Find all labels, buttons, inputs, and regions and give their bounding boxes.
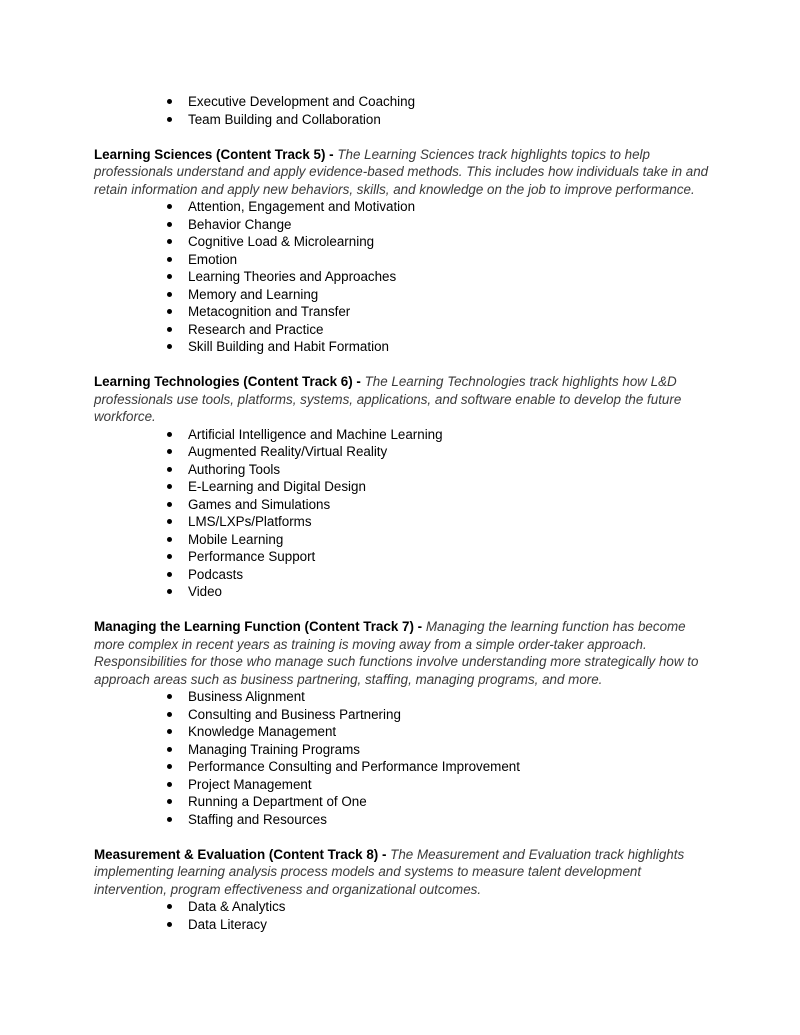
bullet-icon bbox=[167, 239, 172, 244]
section-description: Managing the learning function has become more complex in recent years as training is moving away from a simple order-taker approach. Responsibilities for those who manage such functions involve understanding more strategically how to approach areas such as business partnering, staffing, managing programs, and more. bbox=[94, 619, 699, 687]
list-item: Team Building and Collaboration bbox=[94, 111, 714, 129]
bullet-icon bbox=[167, 764, 172, 769]
bullet-icon bbox=[167, 467, 172, 472]
list-item: Video bbox=[94, 583, 714, 601]
bullet-icon bbox=[167, 449, 172, 454]
section-description: The Measurement and Evaluation track highlights implementing learning analysis process models and systems to measure talent development intervention, program effectiveness and organizational outcomes. bbox=[94, 846, 685, 897]
list-item: Podcasts bbox=[94, 566, 714, 584]
list-item: Behavior Change bbox=[94, 216, 714, 234]
bullet-icon bbox=[167, 729, 172, 734]
list-item: Consulting and Business Partnering bbox=[94, 706, 714, 724]
bullet-icon bbox=[167, 502, 172, 507]
document-page bbox=[94, 93, 714, 933]
bullet-icon bbox=[167, 519, 172, 524]
list-item: Running a Department of One bbox=[94, 793, 714, 811]
list-item: Authoring Tools bbox=[94, 461, 714, 479]
list-item: Project Management bbox=[94, 776, 714, 794]
list-item: Emotion bbox=[94, 251, 714, 269]
section-bullet-list bbox=[94, 426, 714, 601]
list-item: Memory and Learning bbox=[94, 286, 714, 304]
list-item: Managing Training Programs bbox=[94, 741, 714, 759]
list-item: Performance Support bbox=[94, 548, 714, 566]
bullet-icon bbox=[167, 274, 172, 279]
section-managing-learning-function bbox=[94, 618, 714, 828]
list-item: Staffing and Resources bbox=[94, 811, 714, 829]
list-item: Skill Building and Habit Formation bbox=[94, 338, 714, 356]
list-item: Cognitive Load & Microlearning bbox=[94, 233, 714, 251]
bullet-icon bbox=[167, 554, 172, 559]
list-item: Augmented Reality/Virtual Reality bbox=[94, 443, 714, 461]
list-item: Executive Development and Coaching bbox=[94, 93, 714, 111]
section-heading bbox=[94, 846, 714, 899]
list-item: Artificial Intelligence and Machine Learning bbox=[94, 426, 714, 444]
section-bullet-list bbox=[94, 898, 714, 933]
bullet-icon bbox=[167, 204, 172, 209]
list-item: E-Learning and Digital Design bbox=[94, 478, 714, 496]
list-item: LMS/LXPs/Platforms bbox=[94, 513, 714, 531]
list-item: Mobile Learning bbox=[94, 531, 714, 549]
section-heading bbox=[94, 146, 714, 199]
list-item: Data & Analytics bbox=[94, 898, 714, 916]
bullet-icon bbox=[167, 799, 172, 804]
list-item: Learning Theories and Approaches bbox=[94, 268, 714, 286]
section-description: The Learning Sciences track highlights topics to help professionals understand and apply evidence-based methods. This includes how individuals take in and retain information and apply new behaviors, skills, and knowledge on the job to improve performance. bbox=[94, 146, 709, 197]
bullet-icon bbox=[167, 432, 172, 437]
list-item: Research and Practice bbox=[94, 321, 714, 339]
bullet-icon bbox=[167, 589, 172, 594]
section-description: The Learning Technologies track highlights how L&D professionals use tools, platforms, systems, applications, and software enable to develop the future workforce. bbox=[94, 374, 682, 424]
section-learning-sciences bbox=[94, 146, 714, 356]
list-item: Business Alignment bbox=[94, 688, 714, 706]
list-item: Data Literacy bbox=[94, 916, 714, 934]
section-learning-technologies bbox=[94, 373, 714, 601]
bullet-icon bbox=[167, 117, 172, 122]
bullet-icon bbox=[167, 484, 172, 489]
bullet-icon bbox=[167, 782, 172, 787]
bullet-icon bbox=[167, 922, 172, 927]
bullet-icon bbox=[167, 904, 172, 909]
section-measurement-evaluation bbox=[94, 846, 714, 934]
bullet-icon bbox=[167, 99, 172, 104]
bullet-icon bbox=[167, 344, 172, 349]
bullet-icon bbox=[167, 222, 172, 227]
list-item: Metacognition and Transfer bbox=[94, 303, 714, 321]
section-heading bbox=[94, 618, 714, 688]
list-item: Performance Consulting and Performance Improvement bbox=[94, 758, 714, 776]
list-item: Knowledge Management bbox=[94, 723, 714, 741]
section-heading bbox=[94, 373, 714, 426]
bullet-icon bbox=[167, 747, 172, 752]
section-title: Learning Sciences (Content Track 5) - bbox=[94, 146, 338, 162]
bullet-icon bbox=[167, 817, 172, 822]
section-title: Learning Technologies (Content Track 6) - bbox=[94, 374, 365, 389]
bullet-icon bbox=[167, 712, 172, 717]
bullet-icon bbox=[167, 572, 172, 577]
section-title: Managing the Learning Function (Content Track 7) - bbox=[94, 619, 426, 634]
bullet-icon bbox=[167, 537, 172, 542]
section-title: Measurement & Evaluation (Content Track 8) - bbox=[94, 846, 391, 862]
bullet-icon bbox=[167, 694, 172, 699]
top-bullet-list bbox=[94, 93, 714, 128]
bullet-icon bbox=[167, 327, 172, 332]
list-item: Attention, Engagement and Motivation bbox=[94, 198, 714, 216]
section-bullet-list bbox=[94, 688, 714, 828]
section-bullet-list bbox=[94, 198, 714, 356]
list-item: Games and Simulations bbox=[94, 496, 714, 514]
bullet-icon bbox=[167, 257, 172, 262]
bullet-icon bbox=[167, 292, 172, 297]
bullet-icon bbox=[167, 309, 172, 314]
